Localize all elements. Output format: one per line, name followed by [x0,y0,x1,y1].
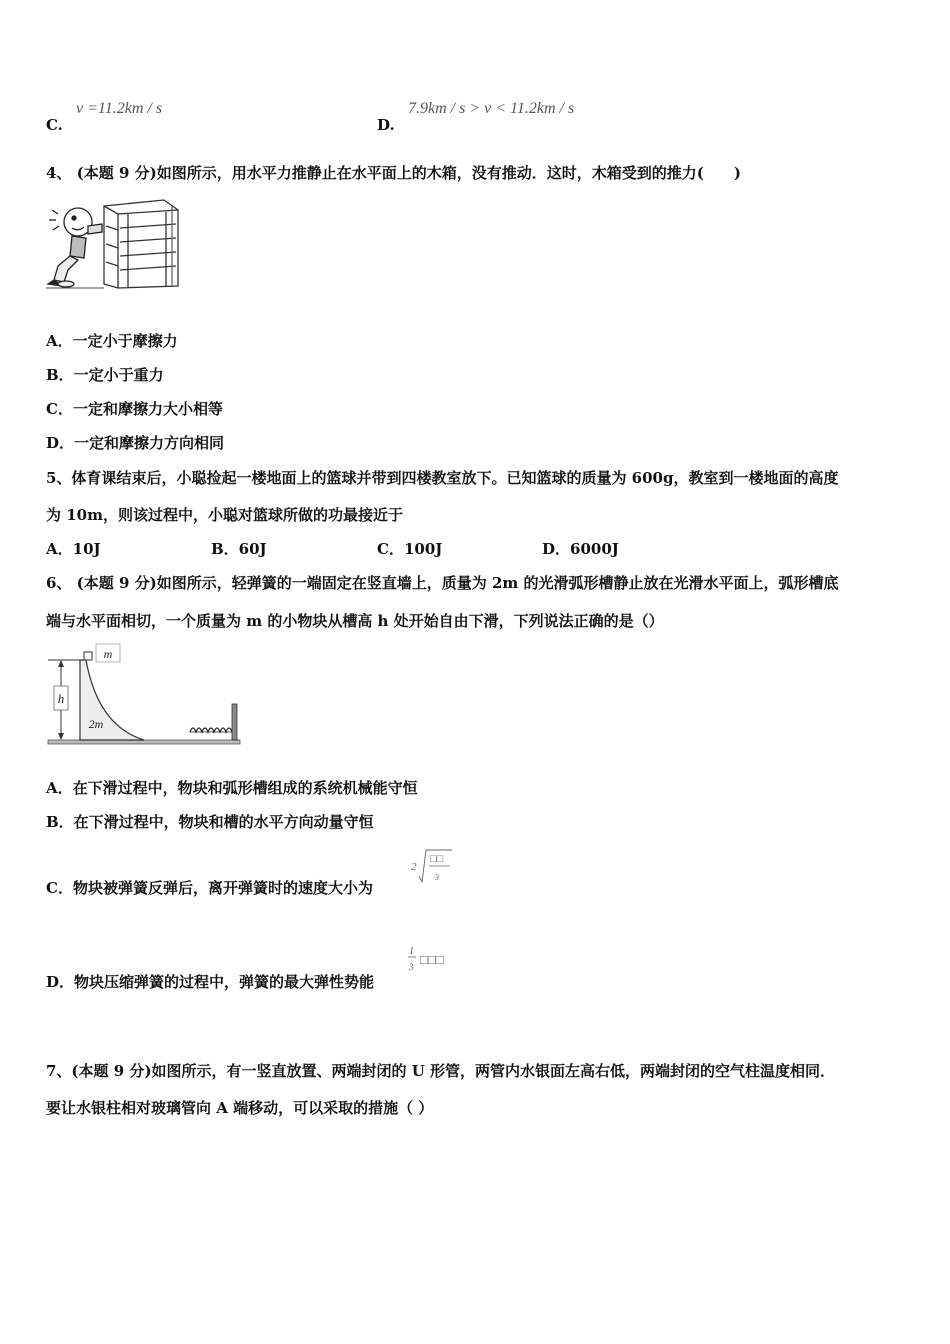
q4-stem: 4、 (本题 9 分)如图所示，用水平力推静止在水平面上的木箱，没有推动．这时，木箱受到的推力( ) [46,164,741,182]
small-block [84,652,92,660]
q6-option-b: B．在下滑过程中，物块和槽的水平方向动量守恒 [46,813,374,831]
q3-option-d-label: D. [377,116,395,134]
q5-stem-line1: 5、体育课结束后，小聪捡起一楼地面上的篮球并带到四楼教室放下。已知篮球的质量为 600g，教室到一楼地面的高度 [46,469,839,487]
svg-text:2: 2 [411,861,417,873]
q5-stem-line2: 为 10m，则该过程中，小聪对篮球所做的功最接近于 [46,506,403,524]
svg-text:1: 1 [409,946,414,957]
q3-option-d-formula: 7.9km / s > v < 11.2km / s [408,100,575,117]
q4-option-b: B．一定小于重力 [46,366,164,384]
svg-text:□□□: □□□ [420,952,444,967]
q3-option-c-formula: v =11.2km / s [76,100,163,117]
q6-option-c: C．物块被弹簧反弹后，离开弹簧时的速度大小为 [46,879,373,897]
q4-option-d: D．一定和摩擦力方向相同 [46,434,225,452]
q4-option-c: C．一定和摩擦力大小相等 [46,400,223,418]
q6-option-a: A．在下滑过程中，物块和弧形槽组成的系统机械能守恒 [46,779,418,797]
q7-stem-line1: 7、(本题 9 分)如图所示，有一竖直放置、两端封闭的 U 形管，两管内水银面左高右低，两端封闭的空气柱温度相同． [46,1062,836,1080]
q4-option-a: A．一定小于摩擦力 [46,332,178,350]
block-mass-label: m [103,647,113,661]
q6-option-c-formula [408,846,456,888]
crate-illustration [104,200,178,288]
person-pushing-illustration [48,208,102,287]
q6-stem-line1: 6、 (本题 9 分)如图所示，轻弹簧的一端固定在竖直墙上，质量为 2m 的光滑弧形槽静止放在光滑水平面上，弧形槽底 [46,574,839,592]
q7-stem-line2: 要让水银柱相对玻璃管向 A 端移动，可以采取的措施（ ） [46,1099,434,1117]
q5-option-b: B．60J [211,540,267,558]
q6-option-d: D．物块压缩弹簧的过程中，弹簧的最大弹性势能 [46,973,375,991]
svg-text:□□: □□ [430,853,444,865]
q6-stem-line2: 端与水平面相切，一个质量为 m 的小物块从槽高 h 处开始自由下滑，下列说法正确的是（） [46,612,664,630]
trough-mass-label: 2m [88,717,104,731]
q6-option-d-formula [406,942,462,978]
spring [190,728,232,732]
q5-option-d: D．6000J [542,540,619,558]
height-label: h [57,691,65,706]
svg-text:3: 3 [409,962,414,972]
q4-figure-push-crate [44,196,184,292]
q5-option-a: A．10J [46,540,101,558]
wall [232,704,237,740]
q3-option-c-label: C. [46,116,63,134]
q5-option-c: C．100J [377,540,443,558]
q6-figure-trough-spring [44,642,244,750]
svg-text:3: 3 [435,873,439,882]
